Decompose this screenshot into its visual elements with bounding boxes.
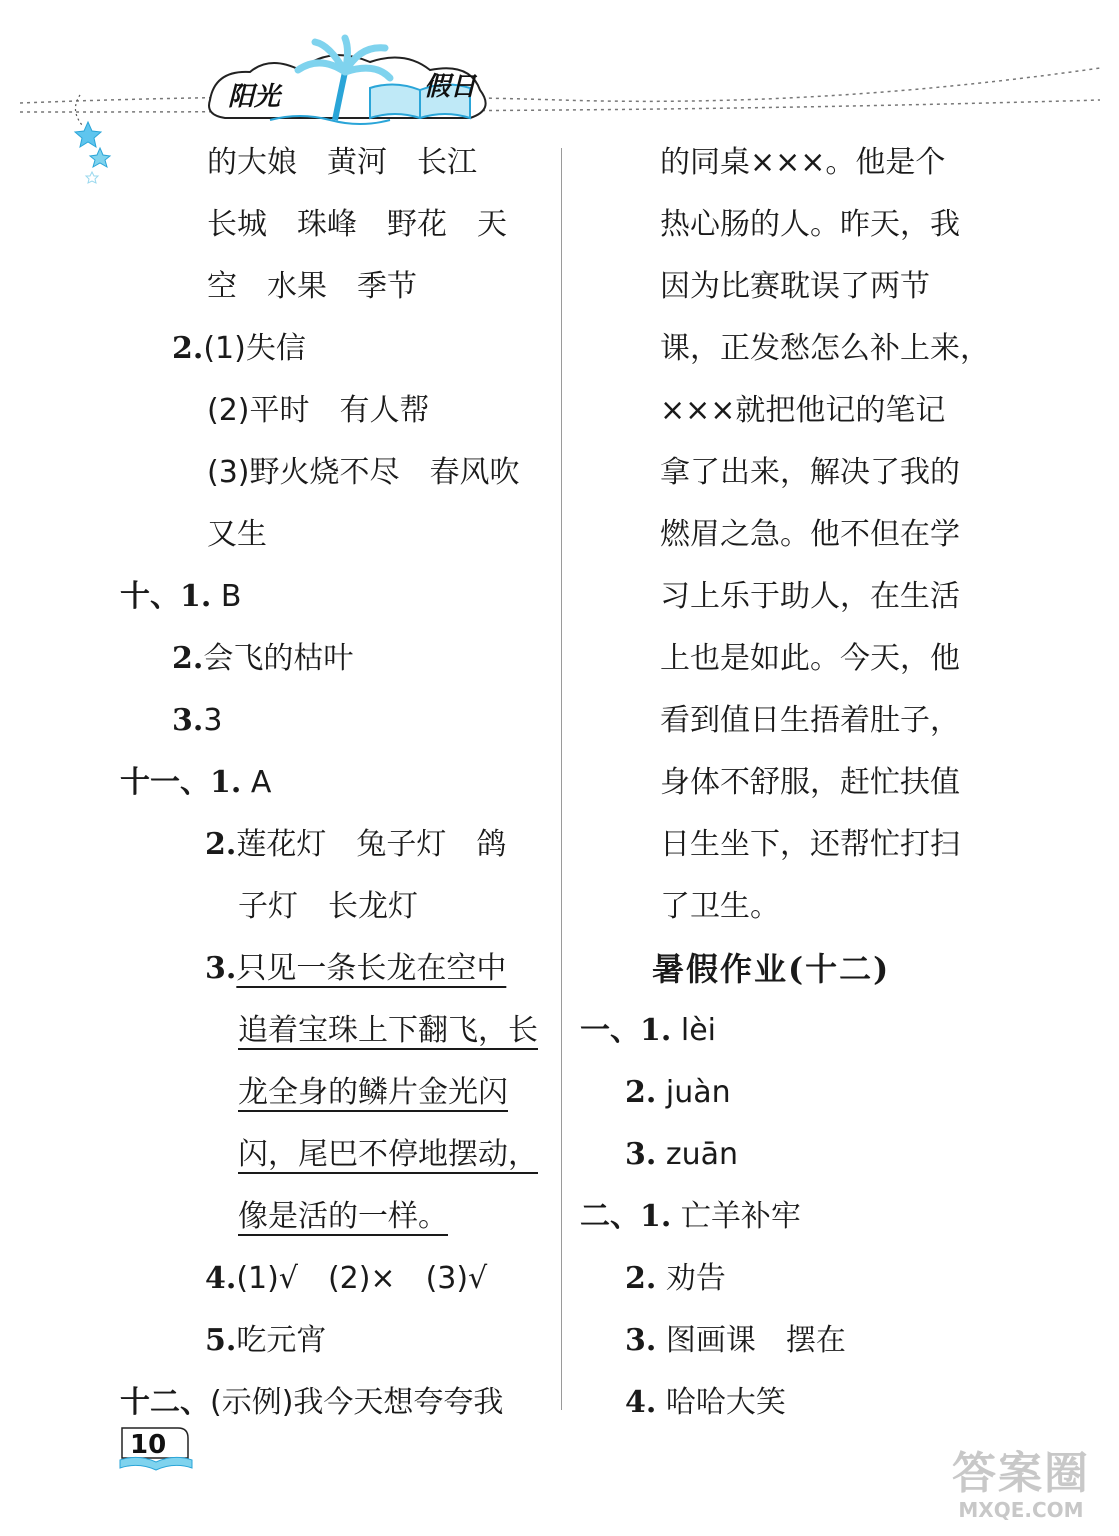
answer-line (625, 1075, 731, 1110)
item-number: 3. (625, 1137, 657, 1172)
logo-text-right: 假日 (424, 72, 477, 102)
item-number: 4. (625, 1385, 657, 1420)
answer-line (172, 641, 354, 676)
page-header (0, 0, 1119, 190)
line-text: 亡羊补牢 (671, 1199, 801, 1234)
answer-line (172, 703, 223, 738)
line-text: (3)野火烧不尽 春风吹 (207, 455, 520, 490)
watermark-logo: 答案圈 (952, 1448, 1090, 1499)
page-number-tab (118, 1424, 198, 1474)
answer-line (660, 455, 960, 490)
column-divider (561, 148, 562, 1410)
answer-line (625, 1261, 726, 1296)
line-text: 龙全身的鳞片金光闪 (238, 1075, 508, 1110)
line-text: juàn (656, 1075, 731, 1110)
answer-line (205, 827, 507, 862)
answer-line (580, 1199, 801, 1234)
item-number: 一、1. (580, 1013, 672, 1048)
line-text: 劝告 (656, 1261, 726, 1296)
line-text: 闪，尾巴不停地摆动， (238, 1137, 538, 1172)
item-number: 二、1. (580, 1199, 672, 1234)
line-text: 因为比赛耽误了两节 (660, 269, 930, 304)
answer-line (207, 145, 477, 180)
answer-line (625, 1137, 739, 1172)
answer-line (238, 1075, 508, 1110)
line-text: 的同桌×××。他是个 (660, 145, 946, 180)
line-text: (1)√ (2)× (3)√ (236, 1261, 488, 1296)
line-text: 长城 珠峰 野花 天 (207, 207, 507, 242)
item-number: 5. (205, 1323, 237, 1358)
answer-line (660, 145, 946, 180)
line-text: 日生坐下，还帮忙打扫 (660, 827, 960, 862)
line-text: 看到值日生捂着肚子， (660, 703, 960, 738)
answer-line (207, 207, 507, 242)
answer-line (205, 1261, 488, 1296)
star-icon (90, 148, 110, 167)
star-icon (75, 122, 101, 147)
section-title: 暑假作业(十二) (652, 950, 891, 988)
answer-line (660, 579, 960, 614)
item-number: 2. (172, 641, 204, 676)
answer-line (660, 393, 946, 428)
line-text: 3 (203, 703, 223, 738)
line-text: 的大娘 黄河 长江 (207, 145, 477, 180)
line-text: 课，正发愁怎么补上来， (660, 331, 990, 366)
line-text: zuān (656, 1137, 739, 1172)
item-number: 4. (205, 1261, 237, 1296)
answer-line (660, 889, 780, 924)
item-number: 3. (625, 1323, 657, 1358)
line-text: (示例)我今天想夸夸我 (210, 1385, 504, 1420)
line-text: 燃眉之急。他不但在学 (660, 517, 960, 552)
line-text: (2)平时 有人帮 (207, 393, 430, 428)
item-number: 十、1. (120, 579, 212, 614)
answer-line (120, 579, 242, 614)
answer-line (120, 765, 272, 800)
item-number: 3. (172, 703, 204, 738)
answer-line (172, 331, 306, 366)
answer-line (660, 765, 960, 800)
answer-line (238, 1199, 448, 1234)
line-text: 莲花灯 兔子灯 鸽 (236, 827, 507, 862)
answer-line (660, 207, 960, 242)
answer-line (120, 1385, 504, 1420)
item-number: 2. (205, 827, 237, 862)
line-text: 拿了出来，解决了我的 (660, 455, 960, 490)
line-text: 了卫生。 (660, 889, 780, 924)
line-text: A (241, 765, 272, 800)
item-number: 2. (625, 1075, 657, 1110)
answer-line (660, 703, 960, 738)
item-number: 十一、1. (120, 765, 242, 800)
answer-line (207, 393, 430, 428)
page-number: 10 (130, 1430, 167, 1460)
answer-line (660, 269, 930, 304)
item-number: 十二、 (120, 1385, 210, 1420)
line-text: 上也是如此。今天，他 (660, 641, 960, 676)
watermark (931, 1450, 1111, 1530)
star-icon (86, 172, 98, 183)
line-text: 像是活的一样。 (238, 1199, 448, 1234)
item-number: 2. (625, 1261, 657, 1296)
answer-line (625, 1323, 846, 1358)
line-text: 会飞的枯叶 (203, 641, 354, 676)
answer-line (238, 1013, 538, 1048)
line-text: 子灯 长龙灯 (238, 889, 418, 924)
watermark-url: MXQE.COM (958, 1498, 1084, 1522)
line-text: 热心肠的人。昨天，我 (660, 207, 960, 242)
line-text: 又生 (207, 517, 267, 552)
item-number: 3. (205, 951, 237, 986)
answer-line (660, 641, 960, 676)
answer-line (207, 269, 417, 304)
line-text: 哈哈大笑 (656, 1385, 786, 1420)
line-text: lèi (671, 1013, 716, 1048)
answer-line (238, 889, 418, 924)
line-text: 追着宝珠上下翻飞，长 (238, 1013, 538, 1048)
answer-line (660, 827, 960, 862)
line-text: B (211, 579, 242, 614)
line-text: ×××就把他记的笔记 (660, 393, 946, 428)
answer-line (207, 455, 520, 490)
answer-line (238, 1137, 538, 1172)
line-text: 吃元宵 (236, 1323, 327, 1358)
answer-line (660, 331, 990, 366)
answer-line (625, 1385, 786, 1420)
line-text: 图画课 摆在 (656, 1323, 846, 1358)
line-text: 习上乐于助人，在生活 (660, 579, 960, 614)
answer-line (660, 517, 960, 552)
item-number: 2. (172, 331, 204, 366)
line-text: 空 水果 季节 (207, 269, 417, 304)
answer-line (205, 1323, 327, 1358)
header-decoration (0, 0, 1119, 190)
answer-line (205, 951, 507, 986)
line-text: 身体不舒服，赶忙扶值 (660, 765, 960, 800)
line-text: 只见一条长龙在空中 (236, 951, 507, 986)
logo-text-left: 阳光 (228, 82, 281, 112)
line-text: (1)失信 (203, 331, 306, 366)
answer-line (580, 1013, 716, 1048)
answer-line (207, 517, 267, 552)
